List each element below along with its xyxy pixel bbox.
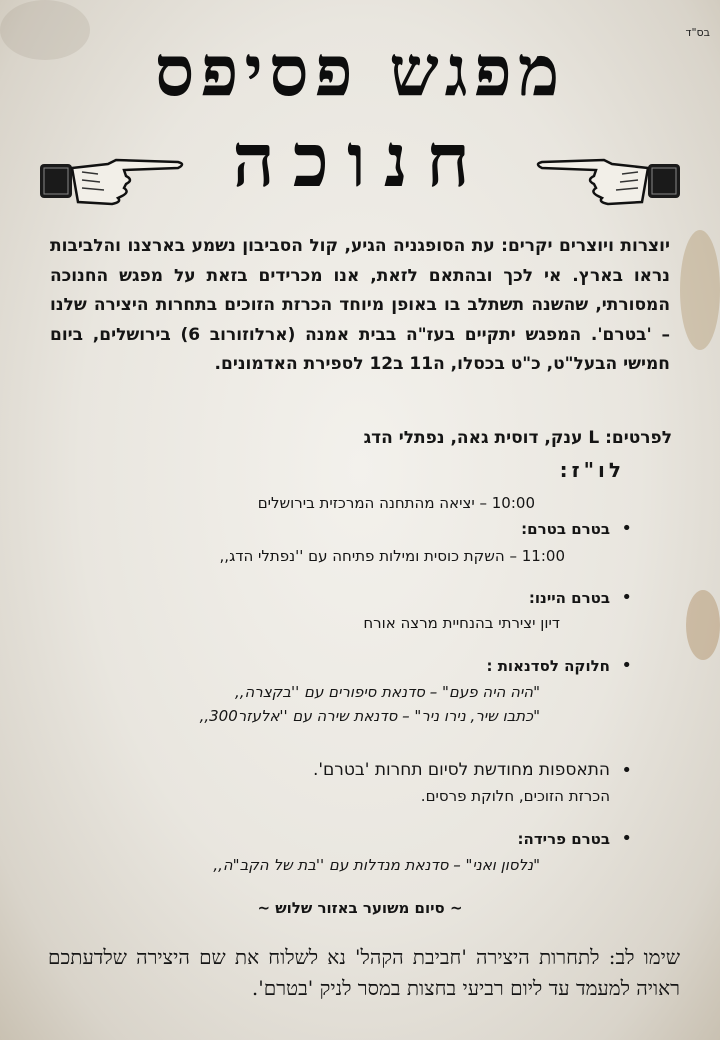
schedule-item-title: חלוקה לסדנאות : xyxy=(486,657,610,675)
bullet: • xyxy=(621,518,632,539)
departure-line: 10:00 – יציאה מהתחנה המרכזית בירושלים xyxy=(257,494,535,512)
contact-details: לפרטים: L ענק, דוסית גאה, נפתלי הדג xyxy=(363,428,672,448)
title-line-2: חנוכה xyxy=(232,118,488,204)
schedule-item-title: התאספות מחודשת לסיום תחרות 'בטרם'. xyxy=(312,760,610,780)
schedule-item-title: בטרם פרידה: xyxy=(517,830,610,848)
bullet: • xyxy=(621,828,632,849)
title-line-1: מפגש פסיפס xyxy=(154,29,566,112)
bullet: • xyxy=(621,760,632,781)
intro-paragraph: יוצרות ויוצרים יקרים: עת הסופגניה הגיע, קול הסביבון נשמע בארצנו והלביבות נראו בארץ. אי לכך ובהתאם לזאת, אנו מכרידים בזאת על מפגש החנוכה המסורתי, שהשנה תשתלב בו באופן מיוחד הכרזת הזוכים בתחרות היצירה שלנו – 'בטרם'. המפגש יתקיים בעז"ה בבית אמנה (ארלוזורוב 6) בירושלים, ביום חמישי הבעל"ט, כ"ט בכסלו, ה11 ב12 לספירת האדמונים. xyxy=(50,236,670,374)
schedule-heading: לו"ז: xyxy=(559,458,625,482)
schedule-item-line: 11:00 – השקת כוסית ומילות פתיחה עם ''נפתלי הדג,, xyxy=(219,547,565,565)
schedule-item-title: בטרם היינו: xyxy=(528,589,610,607)
paper-stain xyxy=(686,590,720,660)
schedule-item-line: "היה היה פעם" – סדנאת סיפורים עם ''בקצרה,, xyxy=(234,683,540,701)
schedule-item-title: בטרם בטרם: xyxy=(521,520,610,538)
bullet: • xyxy=(621,655,632,676)
schedule-item-line: דיון יצירתי בהנחיית מרצה אורח xyxy=(363,614,560,632)
schedule-item-line: "נלסון ואני" – סדנאת מנדלות עם ''בת של הקב"ה,, xyxy=(213,856,540,874)
schedule-item-line: הכרזת הזוכים, חלוקת פרסים. xyxy=(420,787,610,805)
closing-line: ~ סיום משוער באזור שלוש ~ xyxy=(257,899,463,917)
note-paragraph: שימו לב: לתחרות היצירה 'חביבת הקהל' נא לשלוח את שם היצירה שלדעתכם ראויה למעמד עד ליום רביעי בחצות במסר לניק 'בטרם'. xyxy=(48,945,680,1000)
schedule-item-line: "כתבו שיר, נירו ניר" – סדנאת שירה עם ''אלעזר300,, xyxy=(199,707,540,725)
bsd-mark: בס"ד xyxy=(685,26,710,39)
paper-stain xyxy=(680,230,720,350)
bullet: • xyxy=(621,587,632,608)
